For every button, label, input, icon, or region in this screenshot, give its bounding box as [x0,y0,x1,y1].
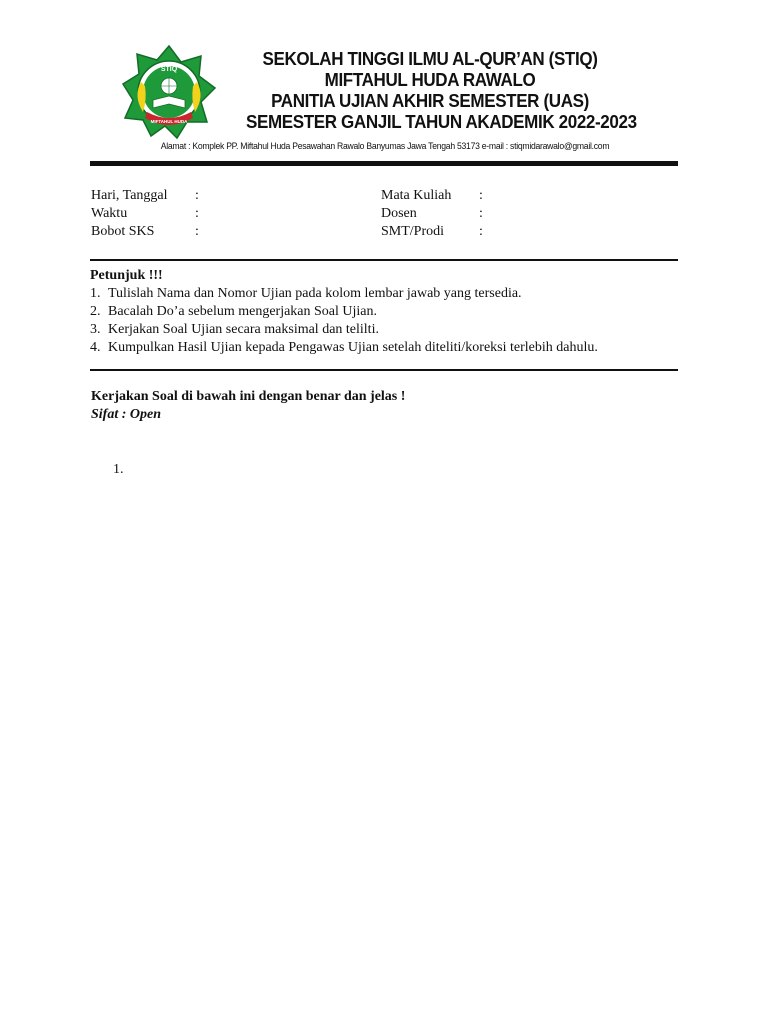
info-row [381,205,483,223]
info-row [91,205,199,223]
section-divider [90,259,678,261]
header-line-2: MIFTAHUL HUDA RAWALO [324,69,536,90]
info-row [381,223,483,241]
question-list [113,461,124,479]
info-left-column [91,187,199,241]
info-label-course: Mata Kuliah [381,188,452,203]
seal-bottom-text: MIFTAHUL HUDA [150,119,188,124]
list-item [90,285,598,303]
list-text: Kumpulkan Hasil Ujian kepada Pengawas Ujian setelah diteliti/koreksi terlebih dahulu. [108,340,598,355]
list-number: 1. [90,286,101,301]
list-text: Tulislah Nama dan Nomor Ujian pada kolom lembar jawab yang tersedia. [108,286,522,301]
info-right-column [381,187,483,241]
list-number: 2. [90,304,101,319]
info-colon: : [195,224,199,239]
info-label-credits: Bobot SKS [91,224,155,239]
info-label-lecturer: Dosen [381,206,417,221]
info-row [91,187,199,205]
info-colon: : [479,224,483,239]
info-row [381,187,483,205]
header-line-1: SEKOLAH TINGGI ILMU AL-QUR’AN (STIQ) [262,48,598,69]
seal-top-text: STIQ [160,66,178,73]
info-row [91,223,199,241]
list-text: Bacalah Do’a sebelum mengerjakan Soal Ujian. [108,304,378,319]
instructions-title: Petunjuk !!! [90,268,163,283]
info-colon: : [195,188,199,203]
question-number: 1. [113,462,124,477]
header-line-4: SEMESTER GANJIL TAHUN AKADEMIK 2022-2023 [246,111,637,132]
task-section [91,388,405,424]
info-label-date: Hari, Tanggal [91,188,168,203]
info-colon: : [479,188,483,203]
instructions-section [90,267,598,357]
address-line: Alamat : Komplek PP. Miftahul Huda Pesawahan Rawalo Banyumas Jawa Tengah 53173 e-mail : stiqmidarawalo@gmail.com [160,141,610,152]
info-label-semester: SMT/Prodi [381,224,445,239]
header-line-3: PANITIA UJIAN AKHIR SEMESTER (UAS) [271,90,589,111]
list-number: 4. [90,340,101,355]
stiq-seal-icon [121,44,217,140]
info-colon: : [195,206,199,221]
list-text: Kerjakan Soal Ujian secara maksimal dan telilti. [108,322,379,337]
header-divider [90,161,678,166]
exam-type: Sifat : Open [91,407,161,422]
list-item [90,339,598,357]
institution-header [230,48,637,132]
info-label-time: Waktu [91,206,128,221]
list-item [90,303,598,321]
section-divider [90,369,678,371]
list-item [90,321,598,339]
list-number: 3. [90,322,101,337]
task-title: Kerjakan Soal di bawah ini dengan benar dan jelas ! [91,389,406,404]
info-colon: : [479,206,483,221]
